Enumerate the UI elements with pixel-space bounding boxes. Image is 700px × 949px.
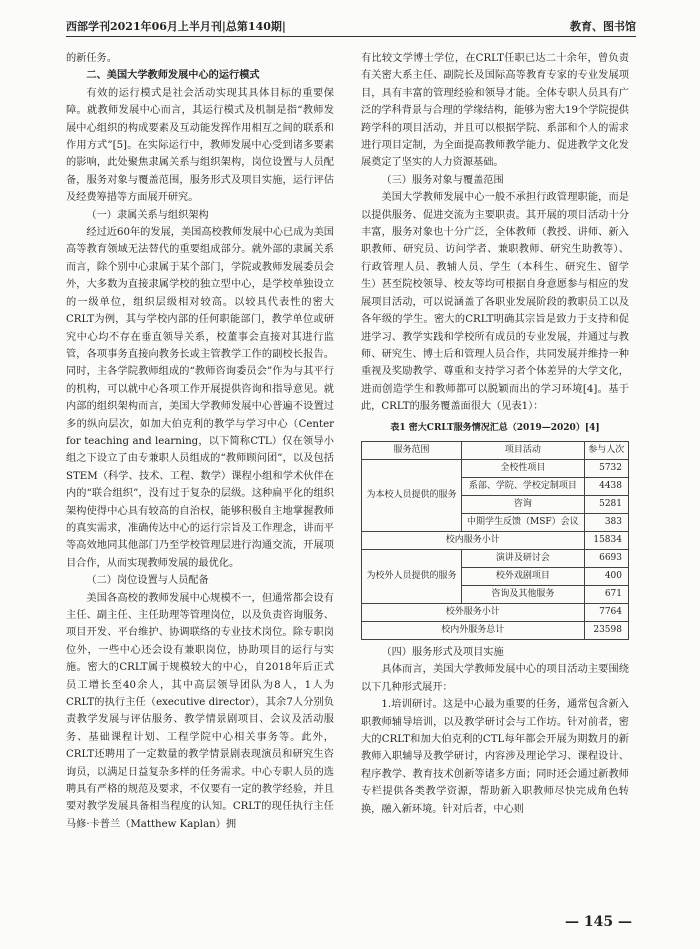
table-header-cell: 参与人次: [584, 441, 628, 459]
table-row: [362, 549, 629, 567]
page-number: — 145 —: [565, 914, 632, 930]
total-row: [362, 621, 629, 639]
table-header-cell: 服务范围: [362, 441, 462, 459]
service-summary-table: [361, 441, 629, 640]
subtotal-row: [362, 603, 629, 621]
count-cell: 671: [584, 585, 628, 603]
count-cell: 6693: [584, 549, 628, 567]
paragraph: 美国各高校的教师发展中心规模不一，但通常都会设有主任、副主任、主任助理等管理岗位，以及负责咨询服务、项目开发、平台维护、协调联络的专业技术岗位。除专职岗位外，一些中心还会设有兼职岗位，协助项目的运行与实施。密大的CRLT属于规模较大的中心，自2018年后正式员工增长至40余人，其中高层领导团队为8人，1人为CRLT的执行主任（executive director），其余7人分别负责教学发展与评估服务、教学情景剧项目、会议及活动服务、基础课程计划、工程学院中心相关事务等。此外，CRLT还聘用了一定数量的教学情景剧表现演员和研究生咨询员，以满足日益复杂多样的任务需求。中心专职人员的选聘具有严格的规范及要求，不仅要有一定的教学经验，并且要对教学发展具备相当程度的认知。CRLT的现任执行主任马修·卡普兰（Matthew Kaplan）拥: [66, 592, 334, 830]
section-name: 教育、图书馆: [570, 20, 636, 33]
table-row: [362, 459, 629, 477]
subtotal-cell: 7764: [584, 603, 628, 621]
subtotal-label-cell: 校内服务小计: [362, 531, 585, 549]
activity-cell: 全校性项目: [462, 459, 584, 477]
total-label-cell: 校内外服务总计: [362, 621, 585, 639]
paragraph: 1.培训研讨。这是中心最为重要的任务，通常包含新入职教师辅导培训，以及教学研讨会与工作坊。针对前者，密大的CRLT和加大伯克利的CTL每年都会开展为期数月的新教师入职辅导及教学研讨，内容涉及理论学习、课程设计、程序教学、教育技术创新等诸多方面；同时还会通过新教师专栏提供各类教学资源，帮助新入职教师尽快完成角色转换，融入新环境。针对后者，中心则: [361, 699, 629, 815]
paragraph: 有比较文学博士学位，在CRLT任职已达二十余年，曾负责有关密大系主任、副院长及国际高等教育专家的专业发展项目，具有丰富的管理经验和领导才能。全体专职人员具有广泛的学科背景与合理的学缘结构，能够为密大19个学院提供跨学科的项目活动，并且可以根据学院、系部和个人的需求进行项目定制，为全面提高教师教学能力、促进教学文化发展奠定了坚实的人力资源基础。: [361, 53, 629, 169]
paragraph: 经过近60年的发展，美国高校教师发展中心已成为美国高等教育领域无法替代的重要组成部分。就外部的隶属关系而言，除个别中心隶属于某个部门，学院或教师发展委员会外，大多数为直接隶属学校的独立型中心，是学校单独设立的一级单位，组织层级相对较高。以较具代表性的密大CRLT为例，其与学校内部的任何职能部门，教学单位或研究中心均不存在垂直领导关系，校董事会直接对其进行监管，各项事务直接向教务长或主管教学工作的副校长报告。同时，主各学院教师组成的“教师咨询委员会”作为与其平行的机构，可以就中心各项工作开展提供咨询和指导意见。就内部的组织架构而言，美国大学教师发展中心普遍不设置过多的纵向层次，如加大伯克利的教学与学习中心（Center for teaching and learning，以下简称CTL）仅在领导小组之下设立了由专兼职人员组成的“教师顾问团”，以及包括STEM（科学、技术、工程、数学）课程小组和学术伙伴在内的“联合组织”，没有过于复杂的层级。这种扁平化的组织架构使得中心具有较高的自治权，能够积极自主地掌握教师的真实需求，准确传达中心的运行宗旨及工作理念，讲而平等高效地同其他部门乃至学校管理层进行沟通交流，开展项目合作，从而实现教师发展的最优化。: [66, 227, 334, 569]
paragraph: 美国大学教师发展中心一般不承担行政管理职能，而是以提供服务、促进交流为主要职责。其开展的项目活动十分丰富，服务对象也十分广泛，全体教师（教授、讲师、新入职教师、研究员、访问学者、兼职教师、研究生助教等）、行政管理人员、教辅人员、学生（本科生、研究生、留学生）甚至院校领导、校友等均可根据自身意愿参与相应的发展项目活动，可以说涵盖了各职业发展阶段的教职员工以及各年级的学生。密大的CRLT明确其宗旨是致力于支持和促进学习、教学实践和学校所有成员的专业发展，并通过与教师、研究生、博士后和管理人员合作，共同发展并维持一种重视及奖励教学、尊重和支持学习者个体差异的大学文化，进而创造学生和教师都可以脱颖而出的学习环境[4]。基于此，CRLT的服务覆盖面很大（见表1）：: [361, 192, 629, 413]
activity-cell: 咨询: [462, 495, 584, 513]
paragraph: 有效的运行模式是社会活动实现其具体目标的重要保障。就教师发展中心而言，其运行模式及机制是指“教师发展中心组织的构成要素及互动能发挥作用相互之间的联系和作用方式”[5]。在实际运行中，教师发展中心受到诸多要素的影响，此处聚焦隶属关系与组织架构，岗位设置与人员配备，服务对象与覆盖范围，服务形式及项目实施，运行评估及经费筹措等方面展开研究。: [66, 87, 334, 204]
count-cell: 383: [584, 513, 628, 531]
count-cell: 5281: [584, 495, 628, 513]
subtotal-label-cell: 校外服务小计: [362, 603, 585, 621]
activity-cell: 演讲及研讨会: [462, 549, 584, 567]
table-caption: 表1 密大CRLT服务情况汇总（2019—2020）[4]: [390, 422, 600, 433]
right-column: [361, 50, 629, 818]
group-label-cell: 为本校人员提供的服务: [362, 459, 462, 531]
table-header-cell: 项目活动: [462, 441, 584, 459]
subsection-heading: （四）服务形式及项目实施: [381, 646, 504, 658]
header-rule: [66, 36, 636, 37]
section-heading: 二、美国大学教师发展中心的运行模式: [86, 69, 260, 82]
activity-cell: 咨询及其他服务: [462, 585, 584, 603]
subsection-heading: （三）服务对象与覆盖范围: [381, 174, 504, 186]
subtotal-cell: 15834: [584, 531, 628, 549]
subsection-heading: （二）岗位设置与人员配备: [86, 575, 209, 587]
paragraph: 的新任务。: [66, 53, 117, 64]
paragraph: 具体而言，美国大学教师发展中心的项目活动主要围绕以下几种形式展开：: [361, 664, 629, 693]
activity-cell: 校外戏剧项目: [462, 567, 584, 585]
table-header-row: [362, 441, 629, 459]
activity-cell: 系部、学院、学校定制项目: [462, 477, 584, 495]
count-cell: 400: [584, 567, 628, 585]
subtotal-row: [362, 531, 629, 549]
count-cell: 4438: [584, 477, 628, 495]
group-label-cell: 为校外人员提供的服务: [362, 549, 462, 603]
left-column: [66, 50, 334, 833]
activity-cell: 中期学生反馈（MSF）会议: [462, 513, 584, 531]
total-cell: 23598: [584, 621, 628, 639]
journal-issue: 西部学刊2021年06月上半月刊|总第140期|: [66, 20, 286, 33]
subsection-heading: （一）隶属关系与组织架构: [86, 209, 209, 221]
count-cell: 5732: [584, 459, 628, 477]
running-header: [66, 14, 636, 36]
